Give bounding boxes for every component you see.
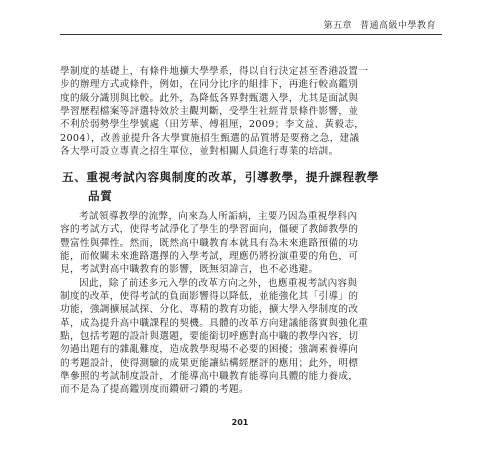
text-line: 不利於弱勢學生學號處（田芳華、傅祖厘，2009；李文益、黃毅志， [60, 119, 365, 131]
text-line: 勿過出題有的雜亂難度，造成教學現場不必要的困擾；強調素養導向 [60, 344, 359, 356]
text-line: 2004），改善並提升各大學實施招生甄選的品質將是要務之急，建議 [60, 132, 360, 144]
header-rule [60, 34, 442, 35]
section-heading-line: 五、重視考試內容與制度的改革，引導教學，提升課程教學 [62, 170, 380, 184]
text-line: 因此，除了前述多元入學的改革方向之外，也應重視考試內容與 [79, 277, 358, 289]
section-body [60, 210, 442, 397]
text-line: 功能，強調擴展試探、分化、專精的教育功能，擴大學入學制度的改 [60, 304, 359, 316]
section-heading-line: 品質 [88, 189, 113, 203]
text-line: 革，成為提升高中職課程的契機。具體的改革方向建議能落實與強化重 [60, 317, 369, 329]
text-line: 的考題設計，使得測驗的成果更能讓結構經歷評的應用；此外，明標 [60, 357, 359, 369]
chapter-label: 第五章 [323, 21, 352, 31]
text-line: 見，考試對高中職教育的影響，既無須諱言，也不必逃避。 [60, 264, 319, 276]
text-line: 學制度的基礎上，有條件地擴大學學系，得以自行決定甚至香港設置一 [60, 66, 369, 77]
text-line: 學習歷程檔案等評選特效於主觀判斷，受學生社經背景條件影響，並 [60, 106, 359, 118]
page-number: 201 [231, 418, 249, 427]
text-line: 制度的改革，使得考試的負面影響得以降低，並能強化其「引導」的 [60, 291, 359, 303]
text-line: 考試領導教學的流弊，向來為人所詬病，主要乃因為重視學科內 [79, 211, 358, 222]
text-line: 能，而攸關未來進路選擇的入學考試，理應仍將扮演重要的角色，可 [60, 251, 359, 263]
text-line: 而不是為了提高鑑別度而鑽研刁鑽的考題。 [60, 384, 249, 396]
paragraph-1 [60, 65, 442, 158]
section-heading [62, 168, 442, 206]
text-line: 度的級分識別與比較。此外，為降低各界對甄選入學，尤其是面試與 [60, 92, 359, 104]
paragraph-3 [60, 277, 442, 397]
running-header [315, 18, 436, 31]
text-line: 點，包括考題的設計與選題，要能銜切呼應對高中職的教學內容，切 [60, 331, 359, 343]
paragraph-2 [60, 210, 442, 277]
text-line: 步的辦理方式或條件，例如，在同分比序的組排下，再進行較高鑑別 [60, 79, 359, 91]
book-title: 普通高級中學教育 [359, 21, 436, 31]
text-line: 容的考試方式，使得考試淨化了學生的學習面向，僵硬了教師教學的 [60, 224, 359, 236]
text-line: 準參照的考試制度設計，才能導高中職教育能導向具體的能力養成， [60, 371, 359, 383]
text-line: 各大學可設立專責之招生單位，並對相關人員進行專業的培訓。 [60, 146, 339, 158]
text-line: 豐富性與彈性。然而，既然高中職教育本就具有為未來進路預備的功 [60, 237, 359, 249]
